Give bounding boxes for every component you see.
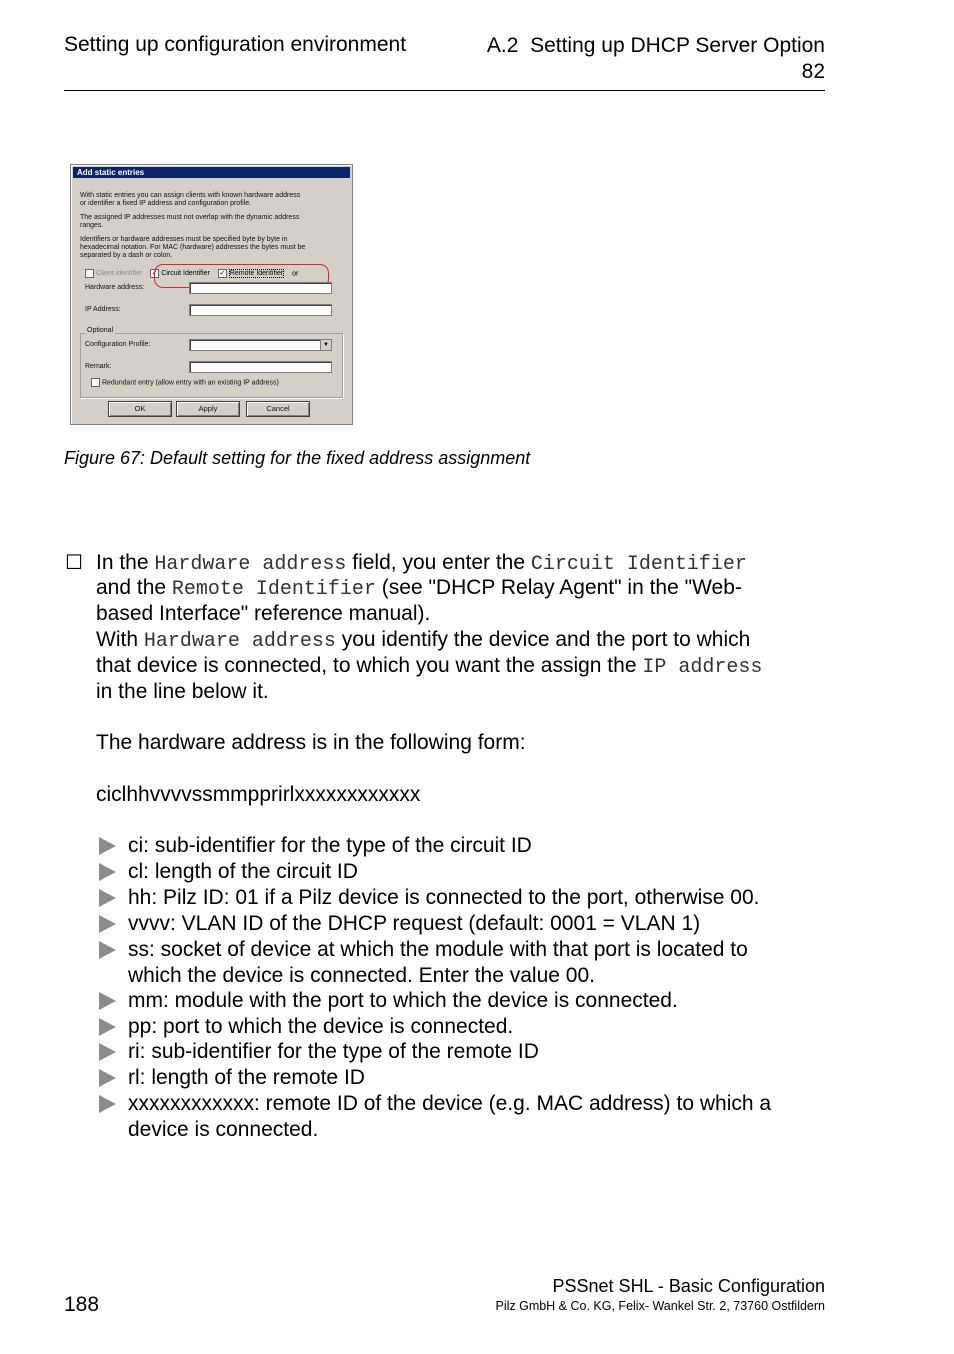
cancel-button[interactable]: Cancel: [246, 401, 310, 417]
redundant-entry-row: [91, 378, 279, 387]
circuit-identifier-label: Circuit Identifier: [161, 270, 210, 278]
bullet-item-cont: which the device is connected. Enter the value 00.: [128, 964, 595, 987]
ok-button[interactable]: OK: [108, 401, 172, 417]
bullet-item: hh: Pilz ID: 01 if a Pilz device is connected to the port, otherwise 00.: [128, 886, 760, 909]
dialog-intro-6: hexadecimal notation. For MAC (hardware) addresses the bytes must be: [80, 244, 306, 251]
chevron-down-icon[interactable]: ▼: [320, 340, 331, 350]
remark-label: Remark:: [85, 363, 112, 370]
header-chapter: Setting up configuration environment: [64, 33, 407, 56]
bullet-item: rl: length of the remote ID: [128, 1066, 365, 1089]
bullet-item: mm: module with the port to which the device is connected.: [128, 989, 678, 1012]
body-line-2: and the Remote Identifier (see "DHCP Relay Agent" in the "Web-: [96, 576, 742, 601]
dialog-intro-5: Identifiers or hardware addresses must be specified byte by byte in: [80, 236, 288, 243]
dialog-intro-4: ranges.: [80, 222, 104, 229]
dialog-intro-7: separated by a dash or colon.: [80, 252, 173, 259]
bullet-item: cl: length of the circuit ID: [128, 860, 358, 883]
remark-input[interactable]: [189, 361, 332, 373]
body-line-1: In the Hardware address field, you enter the Circuit Identifier: [96, 551, 747, 576]
bullet-item: ci: sub-identifier for the type of the circuit ID: [128, 834, 532, 857]
options-trailing: or: [292, 270, 299, 278]
dialog-title: Add static entries: [73, 167, 350, 178]
hardware-address-label: Hardware address:: [85, 284, 145, 291]
arrow-bullet-icon: [99, 1069, 116, 1087]
dialog-intro-2: or identifier a fixed IP address and configuration profile.: [80, 200, 252, 207]
page-number: 188: [64, 1293, 100, 1316]
client-identifier-label: Client identifier: [96, 270, 143, 278]
add-static-entries-dialog: [70, 164, 353, 425]
arrow-bullet-icon: [99, 915, 116, 933]
bullet-item: ss: socket of device at which the module with that port is located to: [128, 938, 748, 961]
dialog-intro-3: The assigned IP addresses must not overlap with the dynamic address: [80, 214, 300, 221]
arrow-bullet-icon: [99, 889, 116, 907]
header-rule: [64, 90, 825, 91]
dialog-intro-1: With static entries you can assign clients with known hardware address: [80, 192, 301, 199]
body-line-4: With Hardware address you identify the device and the port to which: [96, 628, 751, 653]
client-identifier-checkbox[interactable]: [85, 269, 94, 278]
bullet-item: pp: port to which the device is connected.: [128, 1015, 514, 1038]
remote-identifier-label: Remote Identifier: [229, 270, 284, 278]
hardware-address-input[interactable]: [189, 282, 332, 294]
config-profile-label: Configuration Profile:: [85, 341, 151, 348]
arrow-bullet-icon: [99, 992, 116, 1010]
footer-address: Pilz GmbH & Co. KG, Felix- Wankel Str. 2, 73760 Ostfildern: [495, 1299, 825, 1313]
config-profile-select[interactable]: [189, 339, 332, 351]
bullet-item: xxxxxxxxxxxx: remote ID of the device (e.g. MAC address) to which a: [128, 1092, 772, 1115]
header-section: [487, 33, 825, 85]
form-intro: The hardware address is in the following form:: [96, 731, 526, 754]
arrow-bullet-icon: [99, 941, 116, 959]
body-line-3: based Interface" reference manual).: [96, 602, 431, 625]
header-section-num: A.2: [486, 34, 519, 57]
redundant-entry-checkbox[interactable]: [91, 378, 100, 387]
arrow-bullet-icon: [99, 1018, 116, 1036]
figure-caption: Figure 67: Default setting for the fixed address assignment: [64, 448, 531, 468]
checkbox-icon: ☐: [65, 552, 83, 574]
apply-button[interactable]: Apply: [176, 401, 240, 417]
arrow-bullet-icon: [99, 837, 116, 855]
remote-identifier-checkbox[interactable]: ✓: [219, 270, 226, 277]
arrow-bullet-icon: [99, 1043, 116, 1061]
arrow-bullet-icon: [99, 1095, 116, 1113]
hardware-address-form: ciclhhvvvvssmmpprirlxxxxxxxxxxxx: [96, 783, 421, 806]
header-section-title: Setting up DHCP Server Option: [530, 34, 825, 57]
footer-title: PSSnet SHL - Basic Configuration: [552, 1276, 825, 1296]
body-line-5: that device is connected, to which you want the assign the IP address: [96, 654, 763, 679]
body-line-6: in the line below it.: [96, 680, 269, 703]
bullet-item: ri: sub-identifier for the type of the remote ID: [128, 1040, 539, 1063]
ip-address-label: IP Address:: [85, 306, 121, 313]
ip-address-input[interactable]: [189, 304, 332, 316]
arrow-bullet-icon: [99, 863, 116, 881]
circuit-identifier-checkbox[interactable]: ✓: [151, 270, 158, 277]
optional-group-label: Optional: [87, 327, 114, 334]
redundant-entry-label: Redundant entry (allow entry with an existing IP address): [101, 379, 279, 387]
bullet-item-cont: device is connected.: [128, 1118, 319, 1141]
bullet-item: vvvv: VLAN ID of the DHCP request (default: 0001 = VLAN 1): [128, 912, 701, 935]
header-subsection: 82: [801, 60, 825, 83]
